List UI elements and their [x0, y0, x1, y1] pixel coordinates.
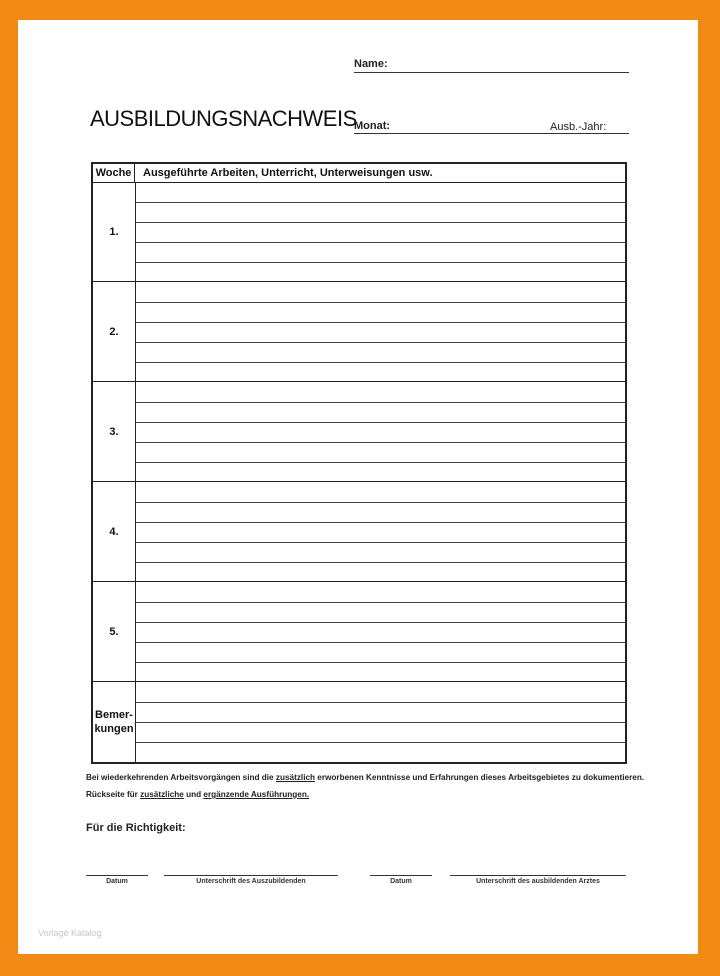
entry-line[interactable] — [136, 422, 625, 423]
entry-line[interactable] — [136, 302, 625, 303]
remarks-label-line-2: kungen — [94, 723, 134, 735]
entry-line[interactable] — [136, 602, 625, 603]
entry-line[interactable] — [136, 542, 625, 543]
entry-line[interactable] — [136, 262, 625, 263]
entry-line[interactable] — [136, 462, 625, 463]
note-text: und — [183, 790, 204, 799]
page-title: AUSBILDUNGSNACHWEIS — [90, 106, 357, 131]
weekly-report-table — [91, 162, 627, 764]
entry-line[interactable] — [136, 562, 625, 563]
column-header-work: Ausgeführte Arbeiten, Unterricht, Unterweisungen usw. — [143, 167, 433, 179]
week-section-3 — [93, 382, 625, 482]
entry-line[interactable] — [136, 742, 625, 743]
name-field[interactable] — [354, 72, 629, 73]
entry-line[interactable] — [136, 622, 625, 623]
entry-line[interactable] — [136, 362, 625, 363]
trainer-signature-field[interactable] — [450, 875, 626, 876]
watermark: Vorlage Katalog — [38, 928, 102, 938]
trainer-signature-label: Unterschrift des ausbildenden Arztes — [476, 878, 600, 885]
entry-line[interactable] — [136, 642, 625, 643]
remarks-label-line-1: Bemer- — [95, 709, 133, 721]
date-label-1: Datum — [106, 878, 128, 885]
entry-line[interactable] — [136, 442, 625, 443]
date-field-2[interactable] — [370, 875, 432, 876]
remarks-section — [93, 682, 625, 762]
week-label-3: 3. — [109, 426, 119, 438]
training-year-label: Ausb.-Jahr: — [550, 121, 607, 133]
note-recurring-tasks — [86, 773, 644, 782]
week-section-1 — [93, 182, 625, 282]
entry-line[interactable] — [136, 702, 625, 703]
date-label-2: Datum — [390, 878, 412, 885]
entry-line[interactable] — [136, 242, 625, 243]
entry-line[interactable] — [136, 222, 625, 223]
week-label-4: 4. — [109, 526, 119, 538]
remarks-label — [93, 682, 135, 762]
month-label: Monat: — [354, 120, 391, 132]
entry-line[interactable] — [136, 202, 625, 203]
note-emphasis: ergänzende Ausführungen. — [203, 790, 310, 799]
entry-line[interactable] — [136, 502, 625, 503]
entry-line[interactable] — [136, 342, 625, 343]
form-sheet — [18, 20, 698, 954]
entry-line[interactable] — [136, 522, 625, 523]
week-section-2 — [93, 282, 625, 382]
entry-line[interactable] — [136, 722, 625, 723]
entry-line[interactable] — [136, 322, 625, 323]
note-emphasis: zusätzlich — [275, 773, 316, 782]
note-text: Bei wiederkehrenden Arbeitsvorgängen sind die — [86, 773, 276, 782]
week-label-5: 5. — [109, 626, 119, 638]
note-back-side — [86, 790, 309, 799]
week-label-2: 2. — [109, 326, 119, 338]
note-text: erworbenen Kenntnisse und Erfahrungen dieses Arbeitsgebietes zu dokumentieren. — [315, 773, 645, 782]
entry-line[interactable] — [136, 662, 625, 663]
column-header-week: Woche — [93, 164, 135, 182]
note-text: Rückseite für — [86, 790, 141, 799]
table-header — [93, 164, 625, 183]
trainee-signature-field[interactable] — [164, 875, 338, 876]
week-section-4 — [93, 482, 625, 582]
month-year-field[interactable] — [354, 133, 629, 134]
note-emphasis: zusätzliche — [140, 790, 184, 799]
confirmation-label: Für die Richtigkeit: — [86, 822, 186, 834]
name-label: Name: — [354, 58, 388, 70]
week-label-1: 1. — [109, 226, 119, 238]
week-section-5 — [93, 582, 625, 682]
date-field-1[interactable] — [86, 875, 148, 876]
entry-line[interactable] — [136, 402, 625, 403]
trainee-signature-label: Unterschrift des Auszubildenden — [196, 878, 306, 885]
